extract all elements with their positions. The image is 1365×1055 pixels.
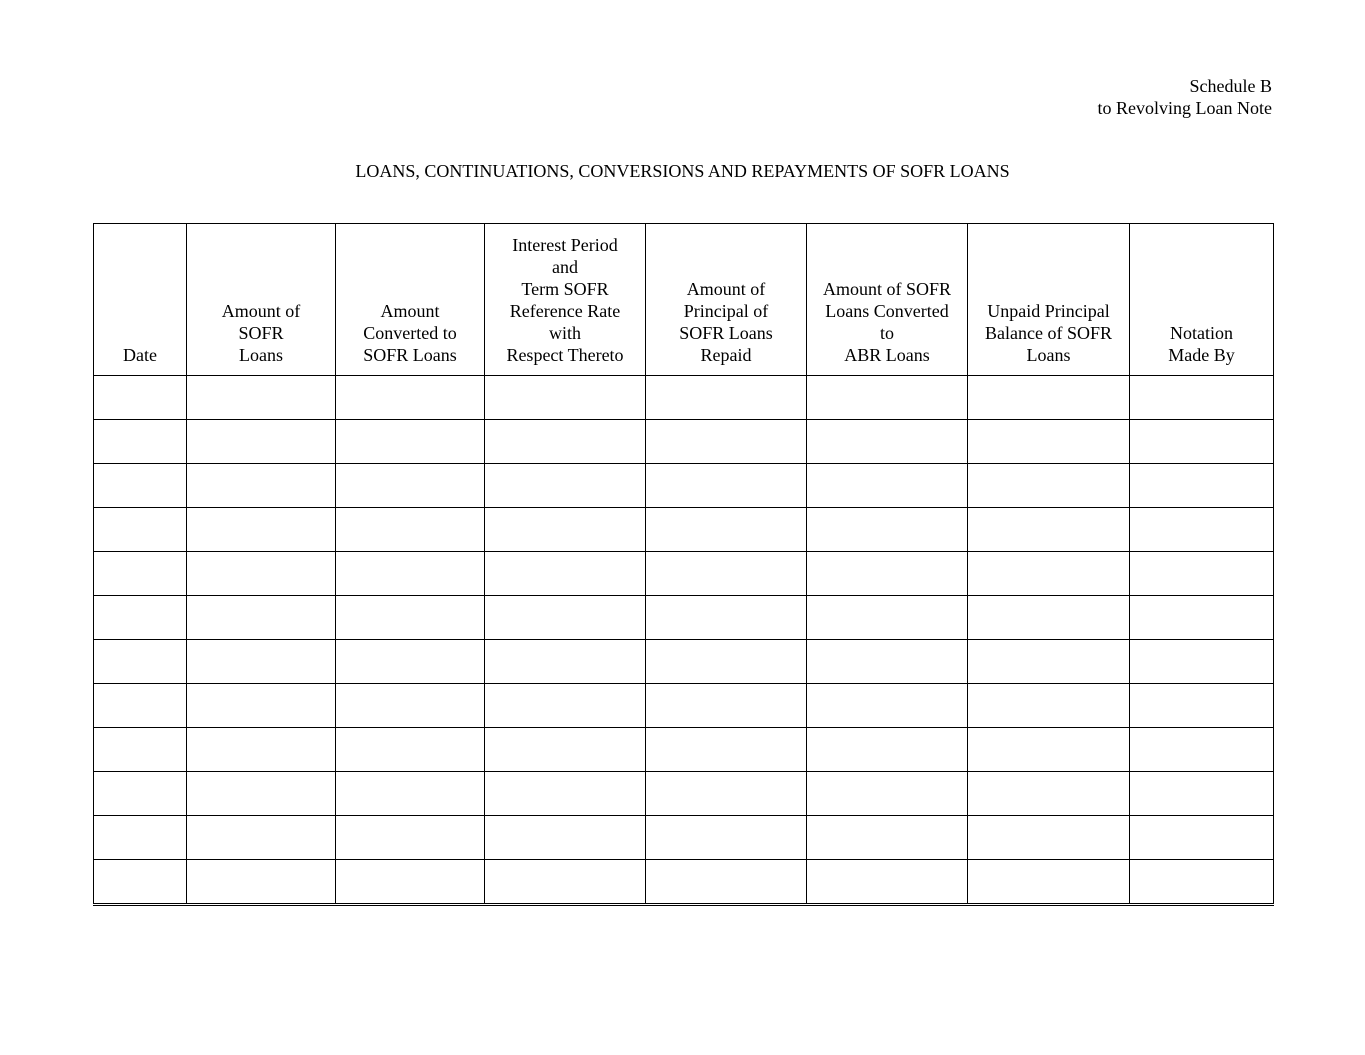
table-cell xyxy=(94,684,187,728)
table-cell xyxy=(1130,552,1274,596)
loan-ledger-table xyxy=(93,223,1274,906)
table-cell xyxy=(1130,684,1274,728)
document-title: LOANS, CONTINUATIONS, CONVERSIONS AND REPAYMENTS OF SOFR LOANS xyxy=(355,161,1010,181)
table-cell xyxy=(94,860,187,905)
table-cell xyxy=(646,464,807,508)
table-cell xyxy=(807,640,968,684)
table-cell xyxy=(187,552,336,596)
schedule-subtitle: to Revolving Loan Note xyxy=(1097,98,1272,118)
table-cell xyxy=(646,860,807,905)
table-cell xyxy=(187,420,336,464)
table-cell xyxy=(187,376,336,420)
table-row xyxy=(94,640,1274,684)
table-row xyxy=(94,684,1274,728)
table-cell xyxy=(336,772,485,816)
table-cell xyxy=(646,420,807,464)
table-cell xyxy=(94,816,187,860)
table-row xyxy=(94,728,1274,772)
table-cell xyxy=(968,420,1130,464)
column-header-amount-sofr-loans: Amount of SOFR Loans xyxy=(187,224,336,376)
table-cell xyxy=(968,596,1130,640)
table-cell xyxy=(968,508,1130,552)
table-cell xyxy=(336,464,485,508)
table-cell xyxy=(187,464,336,508)
table-cell xyxy=(187,860,336,905)
table-row xyxy=(94,420,1274,464)
table-cell xyxy=(807,772,968,816)
table-row xyxy=(94,772,1274,816)
column-header-converted-to-abr: Amount of SOFR Loans Converted to ABR Loans xyxy=(807,224,968,376)
table-cell xyxy=(94,552,187,596)
table-row xyxy=(94,596,1274,640)
table-cell xyxy=(485,728,646,772)
table-cell xyxy=(968,376,1130,420)
table-cell xyxy=(187,508,336,552)
table-cell xyxy=(485,552,646,596)
table-cell xyxy=(94,508,187,552)
table-cell xyxy=(485,464,646,508)
table-cell xyxy=(1130,640,1274,684)
table-cell xyxy=(187,772,336,816)
table-cell xyxy=(1130,464,1274,508)
table-cell xyxy=(485,596,646,640)
table-cell xyxy=(807,420,968,464)
column-header-notation: Notation Made By xyxy=(1130,224,1274,376)
table-cell xyxy=(1130,816,1274,860)
table-cell xyxy=(336,420,485,464)
table-cell xyxy=(485,816,646,860)
table-cell xyxy=(94,772,187,816)
table-cell xyxy=(1130,420,1274,464)
table-cell xyxy=(807,464,968,508)
table-cell xyxy=(646,772,807,816)
column-header-interest-period: Interest Period and Term SOFR Reference Rate with Respect Thereto xyxy=(485,224,646,376)
table-cell xyxy=(807,860,968,905)
table-cell xyxy=(187,640,336,684)
table-cell xyxy=(336,640,485,684)
table-cell xyxy=(1130,596,1274,640)
table-cell xyxy=(968,552,1130,596)
table-cell xyxy=(807,684,968,728)
table-cell xyxy=(485,420,646,464)
table-cell xyxy=(646,552,807,596)
column-header-principal-repaid: Amount of Principal of SOFR Loans Repaid xyxy=(646,224,807,376)
table-row xyxy=(94,552,1274,596)
table-cell xyxy=(94,596,187,640)
table-cell xyxy=(968,772,1130,816)
table-cell xyxy=(807,376,968,420)
table-cell xyxy=(336,376,485,420)
table-cell xyxy=(807,596,968,640)
table-cell xyxy=(1130,376,1274,420)
table-cell xyxy=(968,464,1130,508)
column-header-amount-converted: Amount Converted to SOFR Loans xyxy=(336,224,485,376)
table-row xyxy=(94,376,1274,420)
table-cell xyxy=(336,728,485,772)
table-cell xyxy=(94,464,187,508)
table-cell xyxy=(485,376,646,420)
table-cell xyxy=(968,728,1130,772)
schedule-header xyxy=(1098,75,1272,119)
table-cell xyxy=(187,728,336,772)
header-row xyxy=(94,224,1274,376)
table-cell xyxy=(646,728,807,772)
table-cell xyxy=(968,816,1130,860)
table-row xyxy=(94,860,1274,905)
table-cell xyxy=(94,376,187,420)
table-cell xyxy=(336,552,485,596)
table-cell xyxy=(1130,772,1274,816)
table-cell xyxy=(187,684,336,728)
schedule-label: Schedule B xyxy=(1189,76,1272,96)
column-header-unpaid-balance: Unpaid Principal Balance of SOFR Loans xyxy=(968,224,1130,376)
ledger-body xyxy=(94,376,1274,905)
table-cell xyxy=(646,596,807,640)
table-cell xyxy=(968,640,1130,684)
table-cell xyxy=(485,772,646,816)
table-cell xyxy=(807,816,968,860)
table-cell xyxy=(94,728,187,772)
table-cell xyxy=(336,684,485,728)
table-row xyxy=(94,508,1274,552)
table-cell xyxy=(336,816,485,860)
table-cell xyxy=(485,508,646,552)
table-cell xyxy=(1130,728,1274,772)
table-cell xyxy=(94,420,187,464)
table-cell xyxy=(646,508,807,552)
table-cell xyxy=(187,816,336,860)
table-cell xyxy=(94,640,187,684)
table-cell xyxy=(807,508,968,552)
table-cell xyxy=(646,684,807,728)
column-header-date: Date xyxy=(94,224,187,376)
table-row xyxy=(94,464,1274,508)
table-cell xyxy=(646,816,807,860)
table-cell xyxy=(968,684,1130,728)
table-cell xyxy=(1130,860,1274,905)
table-row xyxy=(94,816,1274,860)
table-cell xyxy=(807,728,968,772)
table-cell xyxy=(807,552,968,596)
table-cell xyxy=(646,640,807,684)
table-cell xyxy=(336,860,485,905)
table-cell xyxy=(1130,508,1274,552)
table-cell xyxy=(485,860,646,905)
table-cell xyxy=(336,596,485,640)
table-cell xyxy=(485,640,646,684)
table-cell xyxy=(646,376,807,420)
table-cell xyxy=(968,860,1130,905)
table-cell xyxy=(187,596,336,640)
table-cell xyxy=(485,684,646,728)
table-cell xyxy=(336,508,485,552)
